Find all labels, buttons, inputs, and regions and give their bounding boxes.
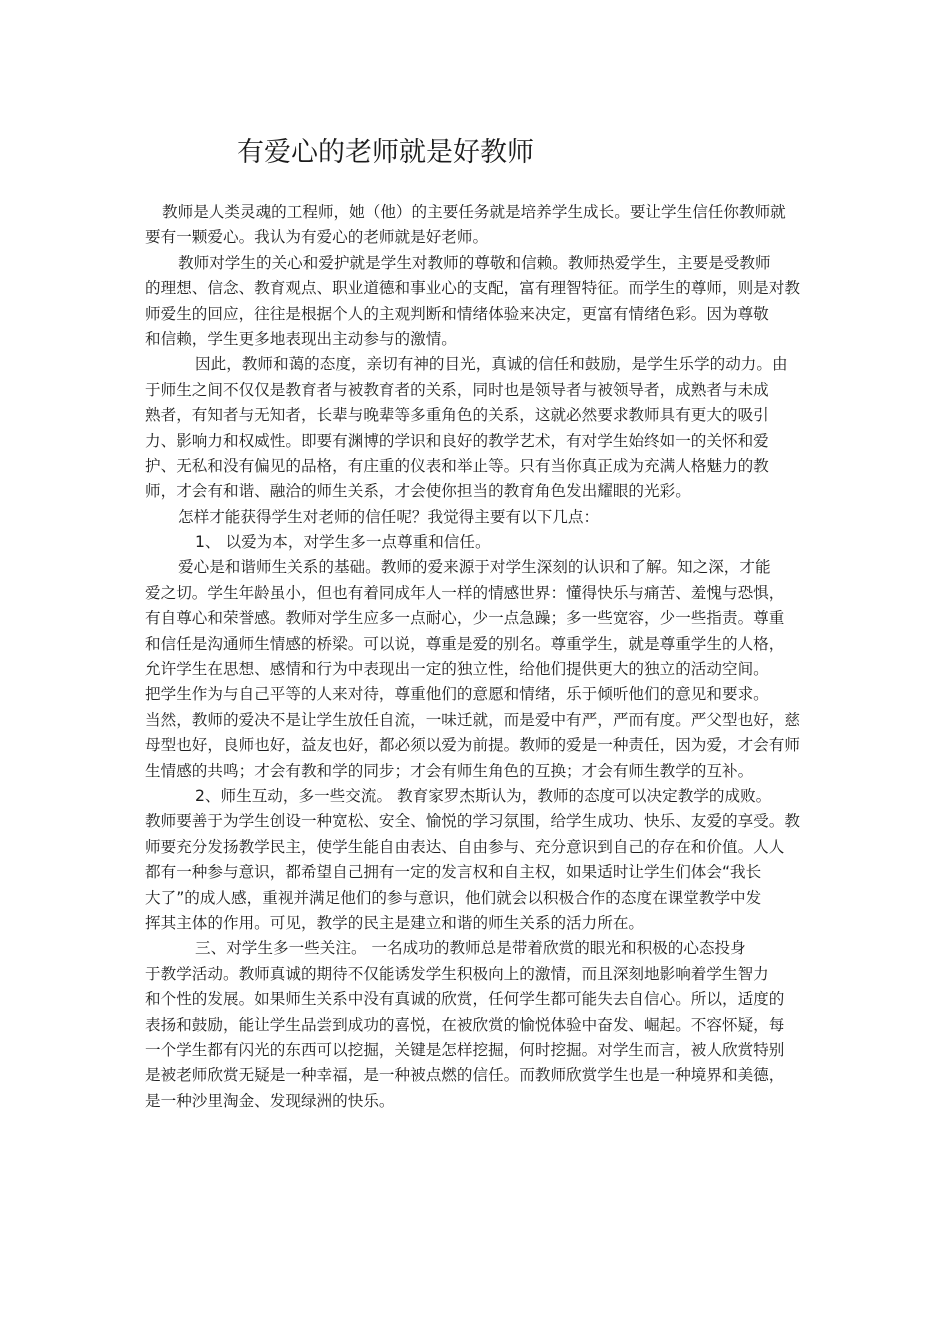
body-line: 表扬和鼓励，能让学生品尝到成功的喜悦，在被欣赏的愉悦体验中奋发、崛起。不容怀疑，每 [145,1015,785,1034]
body-line: 师，才会有和谐、融洽的师生关系，才会使你担当的教育角色发出耀眼的光彩。 [145,482,691,501]
body-line: 爱心是和谐师生关系的基础。教师的爱来源于对学生深刻的认识和了解。知之深，才能 [178,558,771,577]
section-heading: 2、师生互动，多一些交流。 教育家罗杰斯认为，教师的态度可以决定教学的成败。 [195,786,772,805]
body-line: 教师对学生的关心和爱护就是学生对教师的尊敬和信赖。教师热爱学生，主要是受教师 [178,253,771,272]
body-line: 挥其主体的作用。可见，教学的民主是建立和谐的师生关系的活力所在。 [145,913,645,932]
body-line: 师爱生的回应，往往是根据个人的主观判断和情绪体验来决定，更富有情绪色彩。因为尊敬 [145,304,769,323]
body-line: 爱之切。学生年龄虽小，但也有着同成年人一样的情感世界：懂得快乐与痛苦、羞愧与恐惧， [145,583,785,602]
body-line: 力、影响力和权威性。即要有渊博的学识和良好的教学艺术，有对学生始终如一的关怀和爱 [145,431,769,450]
body-line: 教师要善于为学生创设一种宽松、安全、愉悦的学习氛围，给学生成功、快乐、友爱的享受。教 [145,812,800,831]
body-line: 母型也好，良师也好，益友也好，都必须以爱为前提。教师的爱是一种责任，因为爱，才会有师 [145,736,800,755]
body-line: 是被老师欣赏无疑是一种幸福，是一种被点燃的信任。而教师欣赏学生也是一种境界和美德， [145,1066,785,1085]
body-line: 护、无私和没有偏见的品格，有庄重的仪表和举止等。只有当你真正成为充满人格魅力的教 [145,456,769,475]
section-heading: 1、 以爱为本，对学生多一点尊重和信任。 [195,533,491,552]
body-line: 于师生之间不仅仅是教育者与被教育者的关系，同时也是领导者与被领导者，成熟者与未成 [145,380,769,399]
body-line: 把学生作为与自己平等的人来对待，尊重他们的意愿和情绪，乐于倾听他们的意见和要求。 [145,685,769,704]
body-line: 的理想、信念、教育观点、职业道德和事业心的支配，富有理智特征。而学生的尊师，则是对教 [145,279,800,298]
body-line: 一个学生都有闪光的东西可以挖掘，关键是怎样挖掘，何时挖掘。对学生而言，被人欣赏特别 [145,1040,785,1059]
body-line: 于教学活动。教师真诚的期待不仅能诱发学生积极向上的激情，而且深刻地影响着学生智力 [145,964,769,983]
body-line: 和信任是沟通师生情感的桥梁。可以说，尊重是爱的别名。尊重学生，就是尊重学生的人格， [145,634,785,653]
body-line: 允许学生在思想、感情和行为中表现出一定的独立性，给他们提供更大的独立的活动空间。 [145,660,769,679]
body-line: 师要充分发扬教学民主，使学生能自由表达、自由参与、充分意识到自己的存在和价值。人人 [145,837,785,856]
body-line: 大了”的成人感，重视并满足他们的参与意识，他们就会以积极合作的态度在课堂教学中发 [145,888,762,907]
section-heading: 三、对学生多一些关注。 一名成功的教师总是带着欣赏的眼光和积极的心态投身 [195,939,746,958]
body-line: 当然，教师的爱决不是让学生放任自流，一味迁就，而是爱中有严，严而有度。严父型也好，慈 [145,710,800,729]
body-line: 要有一颗爱心。我认为有爱心的老师就是好老师。 [145,228,489,247]
body-line: 熟者，有知者与无知者，长辈与晚辈等多重角色的关系，这就必然要求教师具有更大的吸引 [145,406,769,425]
body-line: 是一种沙里淘金、发现绿洲的快乐。 [145,1091,395,1110]
body-line: 教师是人类灵魂的工程师，她（他）的主要任务就是培养学生成长。要让学生信任你教师就 [162,203,786,221]
body-line: 和个性的发展。如果师生关系中没有真诚的欣赏，任何学生都可能失去自信心。所以，适度的 [145,990,785,1009]
body-line: 都有一种参与意识，都希望自己拥有一定的发言权和自主权，如果适时让学生们体会“我长 [145,863,762,882]
body-line: 怎样才能获得学生对老师的信任呢？我觉得主要有以下几点： [178,507,600,526]
document-body [145,200,825,1114]
body-line: 生情感的共鸣；才会有教和学的同步；才会有师生角色的互换；才会有师生教学的互补。 [145,761,754,780]
document-title: 有爱心的老师就是好教师 [237,137,534,168]
body-line: 有自尊心和荣誉感。教师对学生应多一点耐心，少一点急躁；多一些宽容，少一些指责。尊重 [145,609,785,628]
body-line: 因此，教师和蔼的态度，亲切有神的目光，真诚的信任和鼓励，是学生乐学的动力。由 [195,355,788,374]
body-line: 和信赖，学生更多地表现出主动参与的激情。 [145,329,457,348]
